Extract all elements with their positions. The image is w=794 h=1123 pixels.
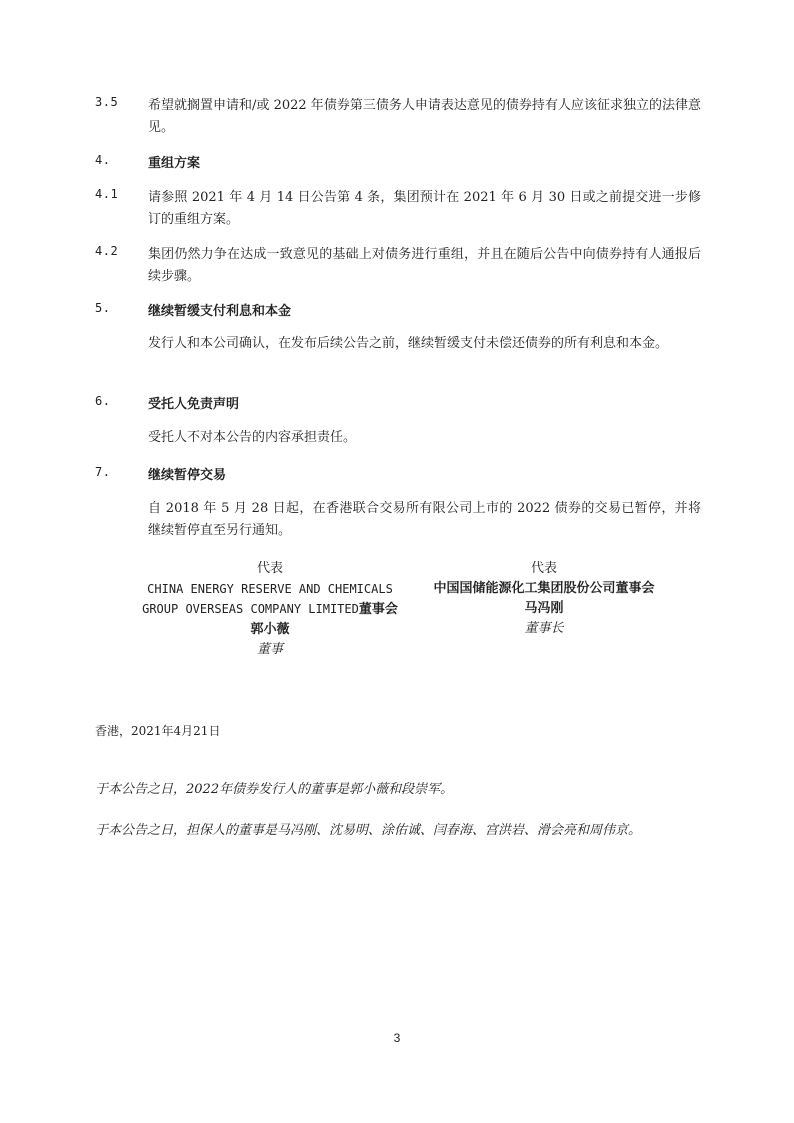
signatory-name: 马冯刚 [524, 601, 564, 616]
section-number: 5. [95, 301, 111, 315]
section-number: 6. [95, 394, 111, 408]
on-behalf-label: 代表 [256, 561, 283, 576]
section-number: 4.2 [95, 244, 119, 258]
section-number: 7. [95, 465, 111, 479]
section-5-body: 发行人和本公司确认，在发布后续公告之前，继续暂缓支付未偿还债券的所有利息和本金。 [148, 336, 669, 351]
section-6-body: 受托人不对本公告的内容承担责任。 [148, 430, 357, 445]
on-behalf-label: 代表 [530, 561, 557, 576]
company-name: 中国国储能源化工集团股份公司董事会 [433, 581, 655, 596]
issuer-directors-note: 于本公告之日，2022年债券发行人的董事是郭小薇和段崇军。 [95, 782, 454, 797]
section-7-body: 自 2018 年 5 月 28 日起，在香港联合交易所有限公司上市的 2022 债券的交易已暂停，并将继续暂停直至另行通知。 [148, 501, 701, 538]
section-heading: 重组方案 [148, 156, 201, 171]
section-heading: 受托人免责声明 [148, 397, 240, 412]
board-suffix: 董事会 [358, 602, 398, 617]
section-7-heading [95, 465, 701, 487]
section-number: 4.1 [95, 187, 119, 201]
date-line: 香港，2021年4月21日 [95, 724, 221, 738]
section-5-heading [95, 301, 701, 323]
signatory-name: 郭小薇 [250, 622, 290, 637]
section-3-5 [95, 95, 701, 139]
section-number: 3.5 [95, 95, 119, 109]
section-heading: 继续暂停交易 [148, 468, 227, 483]
section-text: 集团仍然力争在达成一致意见的基础上对债务进行重组，并且在随后公告中向债券持有人通报后续步骤。 [148, 247, 701, 284]
section-number: 4. [95, 153, 111, 167]
signature-block-left [110, 559, 430, 660]
company-name-line1: CHINA ENERGY RESERVE AND CHEMICALS [147, 582, 393, 596]
guarantor-directors-note: 于本公告之日，担保人的董事是马冯刚、沈易明、涂佑诚、闫春海、宫洪岩、滑会亮和周伟京。 [95, 823, 642, 838]
company-name-en: GROUP OVERSEAS COMPANY LIMITED [142, 602, 359, 616]
section-heading: 继续暂缓支付利息和本金 [148, 304, 292, 319]
signature-block-right [400, 559, 688, 639]
section-text: 希望就搁置申请和/或 2022 年债券第三债务人申请表达意见的债券持有人应该征求独立的法律意见。 [148, 98, 701, 135]
signatory-title: 董事长 [524, 621, 564, 636]
page-number: 3 [393, 1031, 401, 1045]
section-6-heading [95, 394, 701, 416]
company-name-line2 [110, 599, 430, 620]
section-4-2 [95, 244, 701, 288]
section-4-heading [95, 153, 701, 175]
section-text: 请参照 2021 年 4 月 14 日公告第 4 条，集团预计在 2021 年 6 月 30 日或之前提交进一步修订的重组方案。 [148, 190, 701, 227]
section-4-1 [95, 187, 701, 231]
signatory-title: 董事 [256, 642, 283, 657]
